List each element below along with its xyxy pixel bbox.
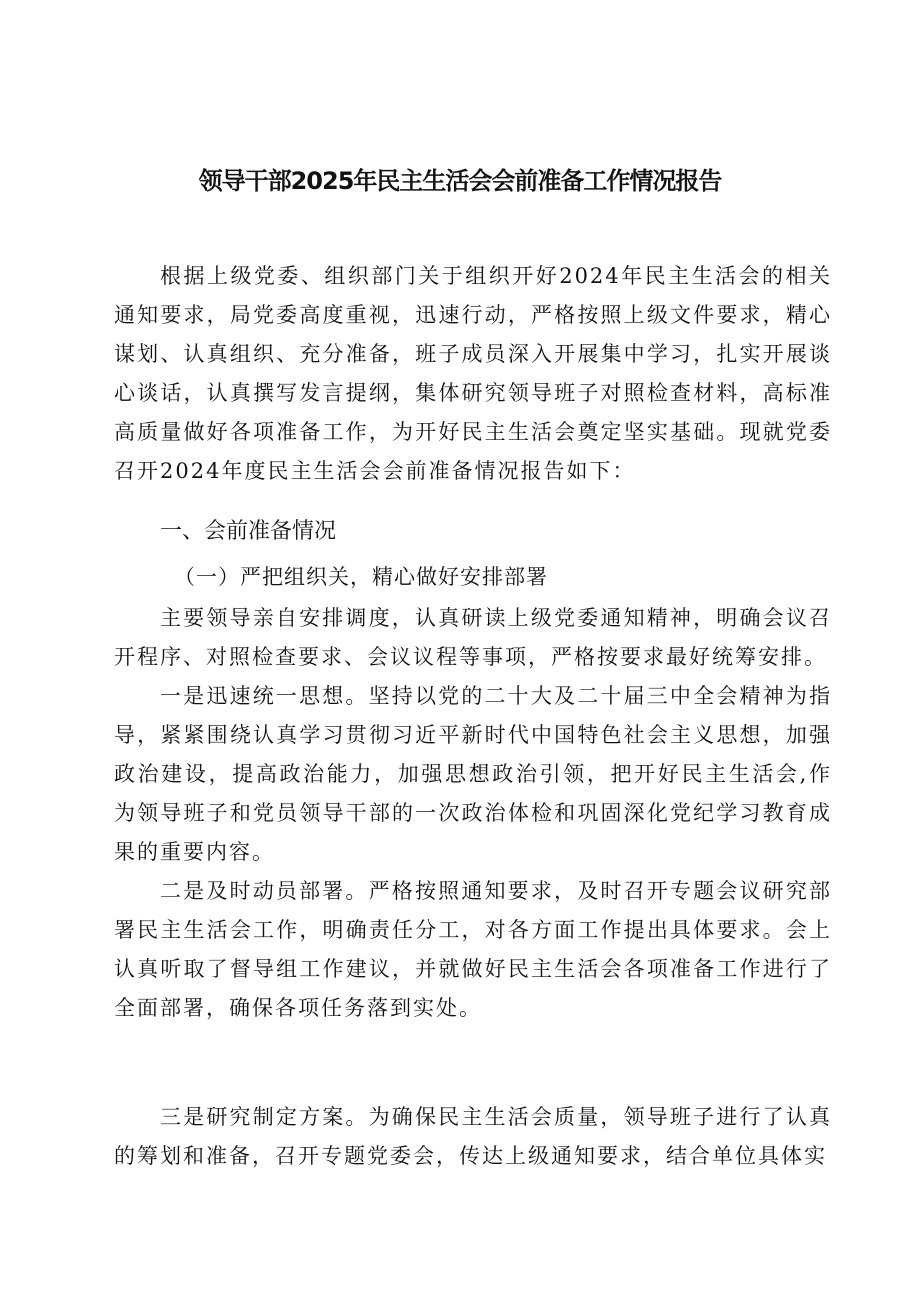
paragraph-2: 二是及时动员部署。严格按照通知要求，及时召开专题会议研究部署民主生活会工作，明确责任分工，对各方面工作提出具体要求。会上认真听取了督导组工作建议，并就做好民主生活会各项准备工作进行了全面部署，确保各项任务落到实处。 xyxy=(114,879,832,1020)
section-heading: 一、会前准备情况 xyxy=(160,519,337,544)
document-title: 领导干部2025年民主生活会会前准备工作情况报告 xyxy=(198,167,722,195)
intro-paragraph: 根据上级党委、组织部门关于组织开好2024年民主生活会的相关通知要求，局党委高度重视，迅速行动，严格按照上级文件要求，精心谋划、认真组织、充分准备，班子成员深入开展集中学习，扎实开展谈心谈话，认真撰写发言提纲，集体研究领导班子对照检查材料，高标准高质量做好各项准备工作，为开好民主生活会奠定坚实基础。现就党委召开2024年度民主生活会会前准备情况报告如下： xyxy=(114,264,832,483)
paragraph-1: 一是迅速统一思想。坚持以党的二十大及二十届三中全会精神为指导，紧紧围绕认真学习贯彻习近平新时代中国特色社会主义思想，加强政治建设，提高政治能力，加强思想政治引领，把开好民主生活会,作为领导班子和党员领导干部的一次政治体检和巩固深化党纪学习教育成果的重要内容。 xyxy=(114,684,832,864)
intro-paragraph-block xyxy=(114,257,832,491)
subsection-heading: （一）严把组织关，精心做好安排部署 xyxy=(174,565,548,589)
paragraph-3: 三是研究制定方案。为确保民主生活会质量，领导班子进行了认真的筹划和准备，召开专题党委会，传达上级通知要求，结合单位具体实 xyxy=(114,1105,832,1168)
body-paragraph-block xyxy=(114,599,832,1028)
paragraph-main: 主要领导亲自安排调度，认真研读上级党委通知精神，明确会议召开程序、对照检查要求、会议议程等事项，严格按要求最好统筹安排。 xyxy=(114,606,832,669)
body-paragraph-block-2 xyxy=(114,1098,832,1176)
